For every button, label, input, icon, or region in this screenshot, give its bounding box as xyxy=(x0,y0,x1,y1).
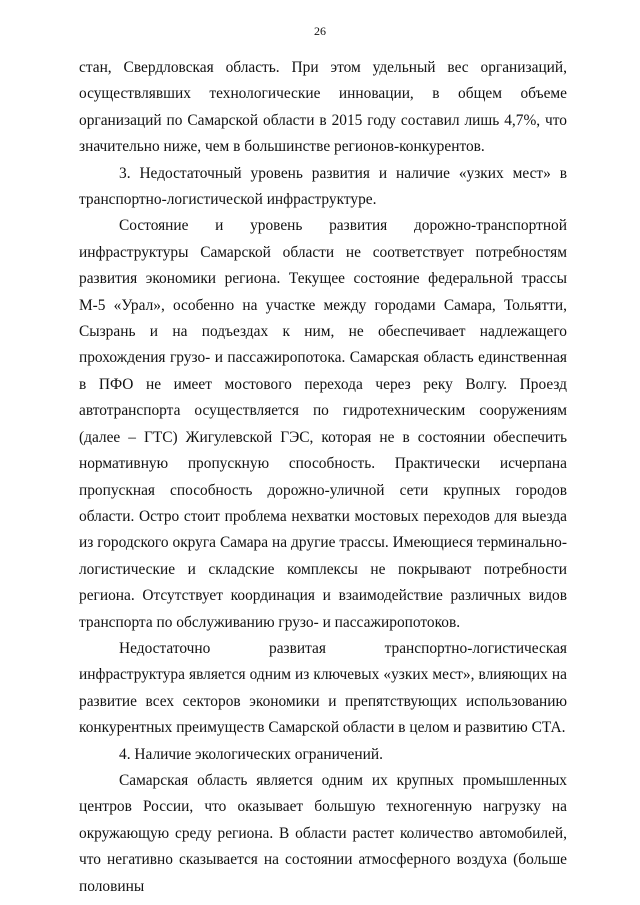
page-number: 26 xyxy=(314,24,326,38)
paragraph-ecology: Самарская область является одним их крупных промышленных центров России, что оказывает большую техногенную нагрузку на окружающую среду региона. В области растет количество автомобилей, что негативно сказывается на состоянии атмосферного воздуха (больше половины xyxy=(79,771,567,895)
document-body xyxy=(79,55,567,900)
paragraph-logistics-bottleneck: Недостаточно развитая транспортно-логистическая инфраструктура является одним из ключевых «узких мест», влияющих на развитие всех секторов экономики и препятствующих использованию конкурентных преимуществ Самарской области в целом и развитию СТА. xyxy=(79,639,567,737)
paragraph-heading-ecology: 4. Наличие экологических ограничений. xyxy=(119,745,383,763)
paragraph-road-infrastructure: Состояние и уровень развития дорожно-транспортной инфраструктуры Самарской области не соответствует потребностям развития экономики региона. Текущее состояние федеральной трассы М-5 «Урал», особенно на участке между городами Самара, Тольятти, Сызрань и на подъездах к ним, не обеспечивает надлежащего прохождения грузо- и пассажиропотока. Самарская область единственная в ПФО не имеет мостового перехода через реку Волгу. Проезд автотранспорта осуществляется по гидротехническим сооружениям (далее – ГТС) Жигулевской ГЭС, которая не в состоянии обеспечить нормативную пропускную способность. Практически исчерпана пропускная способность дорожно-уличной сети крупных городов области. Остро стоит проблема нехватки мостовых переходов для выезда из городского округа Самара на другие трассы. Имеющиеся терминально-логистические и складские комплексы не покрывают потребности региона. Отсутствует координация и взаимодействие различных видов транспорта по обслуживанию грузо- и пассажиропотоков. xyxy=(79,217,567,631)
paragraph-heading-transport: 3. Недостаточный уровень развития и наличие «узких мест» в транспортно-логистической инфраструктуре. xyxy=(79,164,567,209)
paragraph-continuation: стан, Свердловская область. При этом удельный вес организаций, осуществлявших технологические инновации, в общем объеме организаций по Самарской области в 2015 году составил лишь 4,7%, что значительно ниже, чем в большинстве регионов-конкурентов. xyxy=(79,59,567,156)
